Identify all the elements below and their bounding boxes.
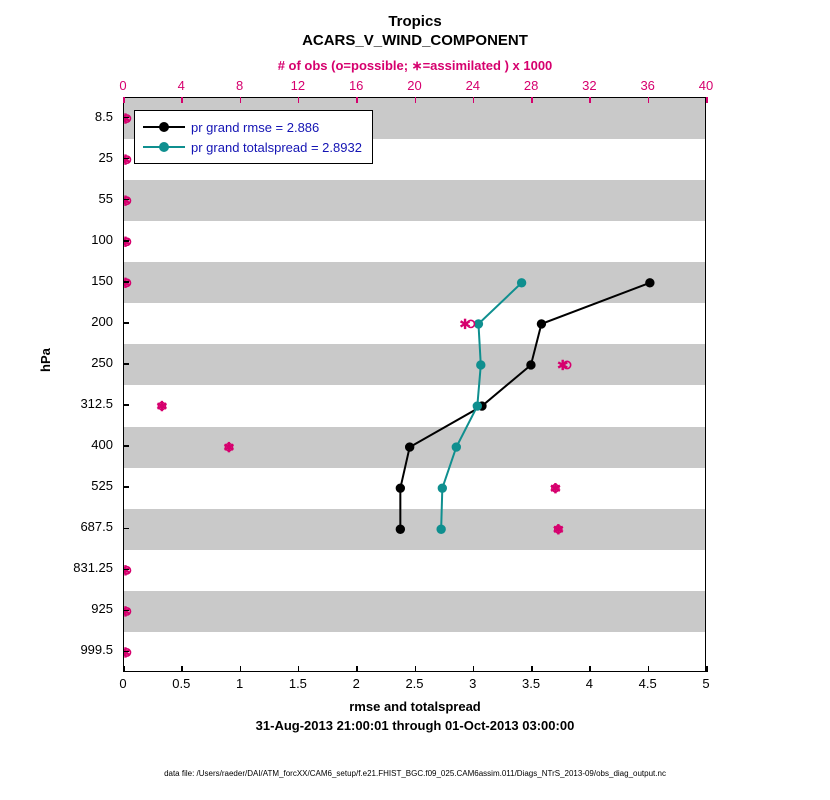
tick-mark	[181, 666, 183, 672]
series-marker	[437, 525, 445, 533]
tick-mark	[240, 666, 242, 672]
y-tick-label: 25	[98, 149, 113, 165]
tick-mark	[123, 158, 129, 160]
x-tick-label: 2.5	[405, 676, 424, 691]
tick-mark	[123, 97, 125, 103]
top-tick-label: 40	[698, 78, 714, 93]
top-tick-label: 4	[177, 78, 185, 93]
tick-mark	[648, 666, 650, 672]
y-tick-label: 55	[98, 190, 113, 206]
chart-title-block	[0, 12, 830, 50]
tick-mark	[589, 666, 591, 672]
legend-label-rmse: pr grand rmse = 2.886	[191, 119, 320, 135]
top-tick-label: 24	[465, 78, 481, 93]
tick-mark	[123, 117, 129, 119]
tick-mark	[181, 97, 183, 103]
top-tick-label: 12	[290, 78, 306, 93]
tick-mark	[356, 666, 358, 672]
x-tick-label: 4.5	[638, 676, 657, 691]
series-marker	[527, 361, 535, 369]
x-axis-label: rmse and totalspread	[349, 699, 481, 714]
legend	[134, 110, 373, 164]
tick-mark	[589, 97, 591, 103]
top-tick-label: 32	[582, 78, 597, 93]
series-marker	[396, 484, 404, 492]
tick-mark	[298, 666, 300, 672]
legend-swatch-totalspread	[143, 141, 185, 153]
y-tick-label: 250	[91, 354, 113, 370]
top-tick-label: 16	[348, 78, 364, 93]
x-tick-label: 1.5	[288, 676, 307, 691]
tick-mark	[123, 486, 129, 488]
legend-label-totalspread: pr grand totalspread = 2.8932	[191, 139, 362, 155]
y-tick-label: 525	[91, 478, 113, 494]
top-tick-label: 0	[119, 78, 127, 93]
tick-mark	[531, 97, 533, 103]
y-tick-label: 831.25	[73, 560, 113, 576]
tick-mark	[123, 281, 129, 283]
top-tick-label: 36	[640, 78, 655, 93]
series-marker	[452, 443, 460, 451]
tick-mark	[123, 666, 125, 672]
x-tick-label: 4	[585, 676, 593, 691]
tick-mark	[356, 97, 358, 103]
tick-mark	[415, 666, 417, 672]
y-tick-label: 999.5	[80, 642, 113, 658]
x-tick-label: 3	[469, 676, 477, 691]
legend-item-rmse	[143, 117, 362, 137]
tick-mark	[473, 666, 475, 672]
tick-mark	[123, 445, 129, 447]
page-title: Tropics	[388, 13, 442, 30]
tick-mark	[123, 322, 129, 324]
legend-swatch-rmse	[143, 121, 185, 133]
tick-mark	[123, 651, 129, 653]
series-marker	[405, 443, 413, 451]
y-tick-label: 8.5	[94, 108, 113, 124]
tick-mark	[298, 97, 300, 103]
tick-mark	[240, 97, 242, 103]
x-tick-label: 0	[119, 676, 127, 691]
y-tick-label: 100	[91, 231, 113, 247]
top-tick-label: 8	[235, 78, 244, 93]
y-tick-label: 312.5	[80, 396, 113, 412]
chart-subtitle: ACARS_V_WIND_COMPONENT	[302, 32, 528, 49]
series-marker	[646, 279, 654, 287]
series-marker	[474, 320, 482, 328]
tick-mark	[531, 666, 533, 672]
series-marker	[396, 525, 404, 533]
y-tick-label: 687.5	[80, 519, 113, 535]
tick-mark	[123, 528, 129, 530]
tick-mark	[706, 97, 708, 103]
tick-mark	[123, 199, 129, 201]
series-marker	[438, 484, 446, 492]
obs-assimilated-marker	[461, 319, 470, 329]
tick-mark	[123, 404, 129, 406]
tick-mark	[123, 569, 129, 571]
top-axis-title: # of obs (o=possible; ∗=assimilated ) x 1000	[277, 58, 553, 73]
x-tick-label: 5	[702, 676, 710, 691]
series-marker	[473, 402, 481, 410]
tick-mark	[473, 97, 475, 103]
y-tick-label: 150	[91, 272, 113, 288]
x-tick-label: 2	[352, 676, 360, 691]
date-range-caption: 31-Aug-2013 21:00:01 through 01-Oct-2013 03:00:00	[255, 718, 575, 733]
legend-item-totalspread	[143, 137, 362, 157]
y-tick-label: 200	[91, 313, 113, 329]
top-tick-label: 20	[407, 78, 422, 93]
tick-mark	[648, 97, 650, 103]
series-marker	[477, 361, 485, 369]
series-marker	[517, 279, 525, 287]
top-tick-label: 28	[523, 78, 539, 93]
x-tick-label: 3.5	[522, 676, 541, 691]
series-marker	[537, 320, 545, 328]
plot-area	[123, 97, 706, 672]
data-overlay	[124, 98, 706, 672]
x-tick-label: 0.5	[172, 676, 191, 691]
tick-mark	[123, 610, 129, 612]
x-tick-label: 1	[235, 676, 244, 691]
y-tick-label: 925	[91, 601, 113, 617]
tick-mark	[123, 240, 129, 242]
tick-mark	[123, 363, 129, 365]
tick-mark	[415, 97, 417, 103]
series-line	[400, 283, 650, 529]
y-axis-label: hPa	[38, 348, 53, 372]
y-tick-label: 400	[91, 437, 113, 453]
tick-mark	[706, 666, 708, 672]
data-file-caption: data file: /Users/raeder/DAI/ATM_forcXX/CAM6_setup/f.e21.FHIST_BGC.f09_025.CAM6assim.011/Diags_NTrS_2013-09/obs_diag_output.nc	[164, 769, 666, 778]
